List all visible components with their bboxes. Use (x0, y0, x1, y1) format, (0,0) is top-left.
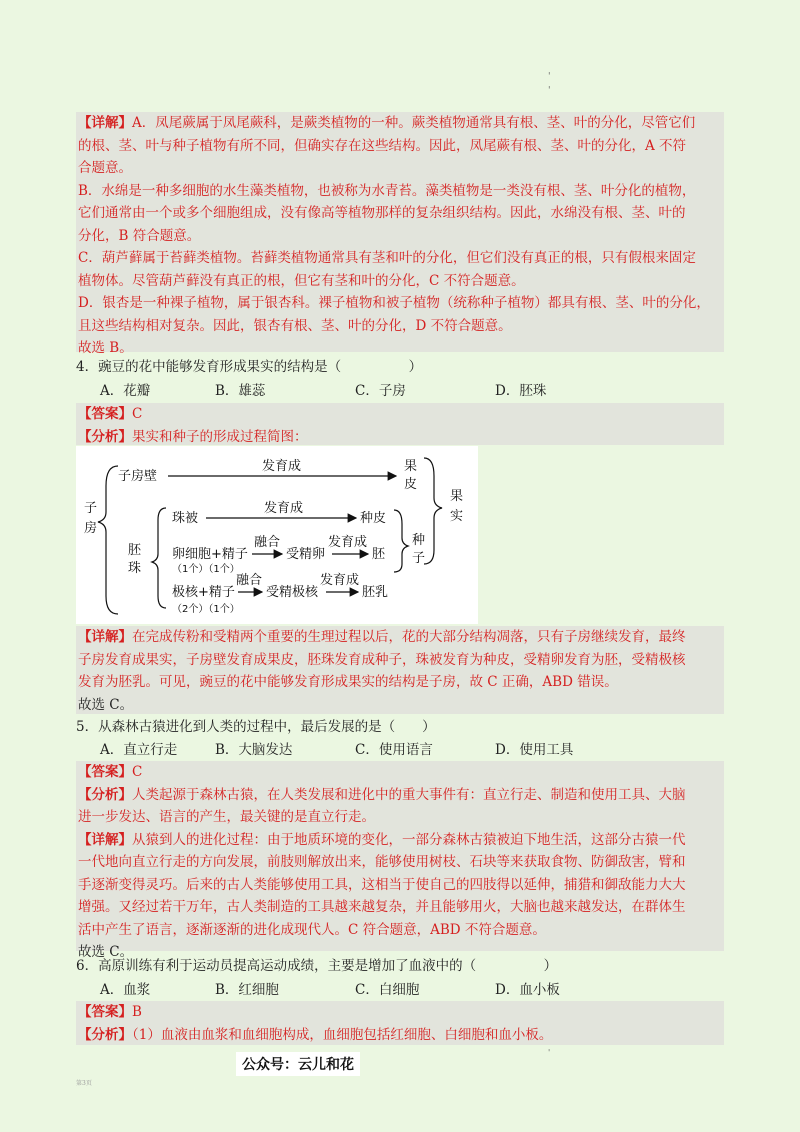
diagram-label-ronghe-1: 融合 (254, 535, 281, 550)
q4-detail-line: 【详解】在完成传粉和受精两个重要的生理过程以后，花的大部分结构凋落，只有子房继续发育，最终 (78, 629, 686, 645)
diagram-guopi-1: 果 (404, 459, 418, 474)
q4-options (100, 380, 740, 402)
margin-ticks: ' ' (548, 72, 551, 96)
q4-option-c: C．子房 (355, 383, 406, 399)
q5-option-a: A．直立行走 (100, 742, 178, 758)
q4-option-a: A．花瓣 (100, 383, 151, 399)
diagram-peizhu-1: 胚 (128, 543, 142, 558)
diagram-guoshi-1: 果 (450, 489, 464, 504)
q5-answer: 【答案】C (78, 764, 143, 780)
q6-stem: 6．高原训练有利于运动员提高运动成绩，主要是增加了血液中的（ ） (76, 958, 558, 974)
q3-conclusion: 故选 B。 (78, 340, 133, 356)
q4-answer-block (76, 403, 724, 445)
diagram-zifangbi: 子房壁 (118, 469, 158, 484)
diagram-label-fayucheng: 发育成 (262, 459, 302, 474)
q3-detail-line: 合题意。 (78, 160, 132, 176)
q5-option-c: C．使用语言 (355, 742, 433, 758)
q6-analysis-line: 【分析】（1）血液由血浆和血细胞构成，血细胞包括红细胞、白细胞和血小板。 (78, 1026, 553, 1043)
diagram-zhubei: 珠被 (172, 511, 199, 526)
q6-option-c: C．白细胞 (355, 982, 420, 998)
diagram-guoshi-2: 实 (450, 509, 464, 524)
q4-answer: 【答案】C (78, 406, 143, 422)
q3-detail-line: 且这些结构相对复杂。因此，银杏有根、茎、叶的分化，D 不符合题意。 (78, 317, 512, 334)
diagram-zhongpi: 种皮 (360, 511, 387, 526)
q3-detail-line: 它们通常由一个或多个细胞组成，没有像高等植物那样的复杂组织结构。因此，水绵没有根、茎、叶的 (78, 205, 686, 221)
diagram-guopi-2: 皮 (404, 477, 418, 492)
q5-detail-line: 【详解】从猿到人的进化过程：由于地质环境的变化，一部分森林古猿被迫下地生活，这部分古猿一代 (78, 831, 686, 848)
q5-detail-line: 手逐渐变得灵巧。后来的古人类能够使用工具，这相当于使自己的四肢得以延伸，捕猎和御敌能力大大 (78, 876, 686, 893)
q5-option-b: B．大脑发达 (215, 742, 293, 758)
q4-detail-line: 发育为胚乳。可见，豌豆的花中能够发育形成果实的结构是子房，故 C 正确，ABD 错误。 (78, 674, 618, 690)
q5-detail-line: 一代地向直立行走的方向发展，前肢则解放出来，能够使用树枝、石块等来获取食物、防御敌害，臂和 (78, 854, 686, 870)
diagram-zifang-1: 子 (84, 501, 98, 516)
diagram-peiru: 胚乳 (362, 585, 389, 600)
q3-detail-line: 的根、茎、叶与种子植物有所不同，但确实存在这些结构。因此，凤尾蕨有根、茎、叶的分化，A 不符 (78, 137, 687, 154)
diagram-label-fayucheng-4: 发育成 (320, 573, 360, 588)
q5-conclusion: 故选 C。 (78, 944, 134, 960)
q3-detail-line: 【详解】A．凤尾蕨属于凤尾蕨科，是蕨类植物的一种。蕨类植物通常具有根、茎、叶的分化，尽管它们 (78, 115, 696, 131)
diagram-count-1: （1个）（1个） (172, 564, 240, 575)
diagram-luanxibao: 卵细胞+精子 (172, 547, 248, 562)
q3-detail-line: D．银杏是一种裸子植物，属于银杏科。裸子植物和被子植物（统称种子植物）都具有根、茎、叶的分化， (78, 295, 710, 311)
margin-tick-bottom: ' (548, 1048, 551, 1057)
diagram-zhongzi-1: 种 (412, 533, 426, 548)
diagram-count-2: （2个）（1个） (172, 604, 240, 615)
q4-detail-line: 子房发育成果实，子房壁发育成果皮，胚珠发育成种子，珠被发育为种皮，受精卵发育为胚，受精极核 (78, 651, 686, 668)
q3-detail-line: 分化，B 符合题意。 (78, 227, 201, 244)
q3-detail-line: B．水绵是一种多细胞的水生藻类植物，也被称为水青苔。藻类植物是一类没有根、茎、叶分化的植物， (78, 182, 696, 199)
diagram-label-fayucheng-2: 发育成 (264, 501, 304, 516)
diagram-brace-guoshi (424, 458, 442, 564)
q6-answer: 【答案】B (78, 1004, 142, 1020)
diagram-svg (76, 446, 478, 624)
diagram-jihe: 极核+精子 (172, 585, 235, 600)
diagram-shoujingjihe: 受精极核 (266, 585, 319, 600)
q3-detail-line: 植物体。尽管葫芦藓没有真正的根，但它有茎和叶的分化，C 不符合题意。 (78, 272, 525, 289)
detail-tag: 【详解】 (78, 115, 132, 131)
q4-detail-block (76, 626, 724, 714)
q4-option-b: B．雄蕊 (215, 383, 266, 399)
q5-answer-block (76, 761, 724, 960)
watermark-stamp: 公众号：云儿和花 (236, 1052, 360, 1076)
diagram-label-ronghe-2: 融合 (236, 573, 263, 588)
q4-stem: 4．豌豆的花中能够发育形成果实的结构是（ ） (76, 359, 423, 375)
diagram-label-fayucheng-3: 发育成 (328, 535, 368, 550)
q6-options (100, 979, 740, 1001)
diagram-brace-peizhu (152, 508, 166, 608)
diagram-peizhu-2: 珠 (128, 561, 142, 576)
diagram-pei: 胚 (372, 547, 386, 562)
q5-options (100, 739, 740, 761)
q5-detail-line: 活中产生了语言，逐渐逐渐的进化成现代人。C 符合题意，ABD 不符合题意。 (78, 921, 546, 938)
diagram-zifang-2: 房 (84, 521, 98, 536)
q4-conclusion: 故选 C。 (78, 696, 134, 713)
q5-detail-line: 增强。又经过若干万年，古人类制造的工具越来越复杂，并且能够用火，大脑也越来越发达，在群体生 (78, 899, 686, 915)
q6-answer-block (76, 1001, 724, 1045)
q4-option-d: D．胚珠 (495, 383, 547, 399)
q5-option-d: D．使用工具 (495, 742, 574, 758)
q3-detail-line: C．葫芦藓属于苔藓类植物。苔藓类植物通常具有茎和叶的分化，但它们没有真正的根，只有假根来固定 (78, 250, 696, 266)
q5-analysis-line: 【分析】人类起源于森林古猿，在人类发展和进化中的重大事件有：直立行走、制造和使用工具、大脑 (78, 786, 686, 803)
diagram-zhongzi-2: 子 (412, 551, 426, 566)
q4-analysis: 【分析】果实和种子的形成过程简图： (78, 428, 308, 445)
q3-detail-block (76, 112, 724, 356)
q6-option-a: A．血浆 (100, 982, 151, 998)
diagram-shoujingluan: 受精卵 (286, 547, 326, 562)
q5-analysis-line: 进一步发达、语言的产生，最关键的是直立行走。 (78, 809, 375, 825)
fruit-seed-formation-diagram (76, 446, 478, 624)
diagram-brace-left (98, 466, 118, 614)
q6-option-d: D．血小板 (495, 982, 560, 998)
q6-option-b: B．红细胞 (215, 982, 279, 998)
page-footer: 第3页 (76, 1080, 92, 1087)
diagram-brace-zhongzi (394, 510, 408, 572)
q5-stem: 5．从森林古猿进化到人类的过程中，最后发展的是（ ） (76, 719, 436, 735)
